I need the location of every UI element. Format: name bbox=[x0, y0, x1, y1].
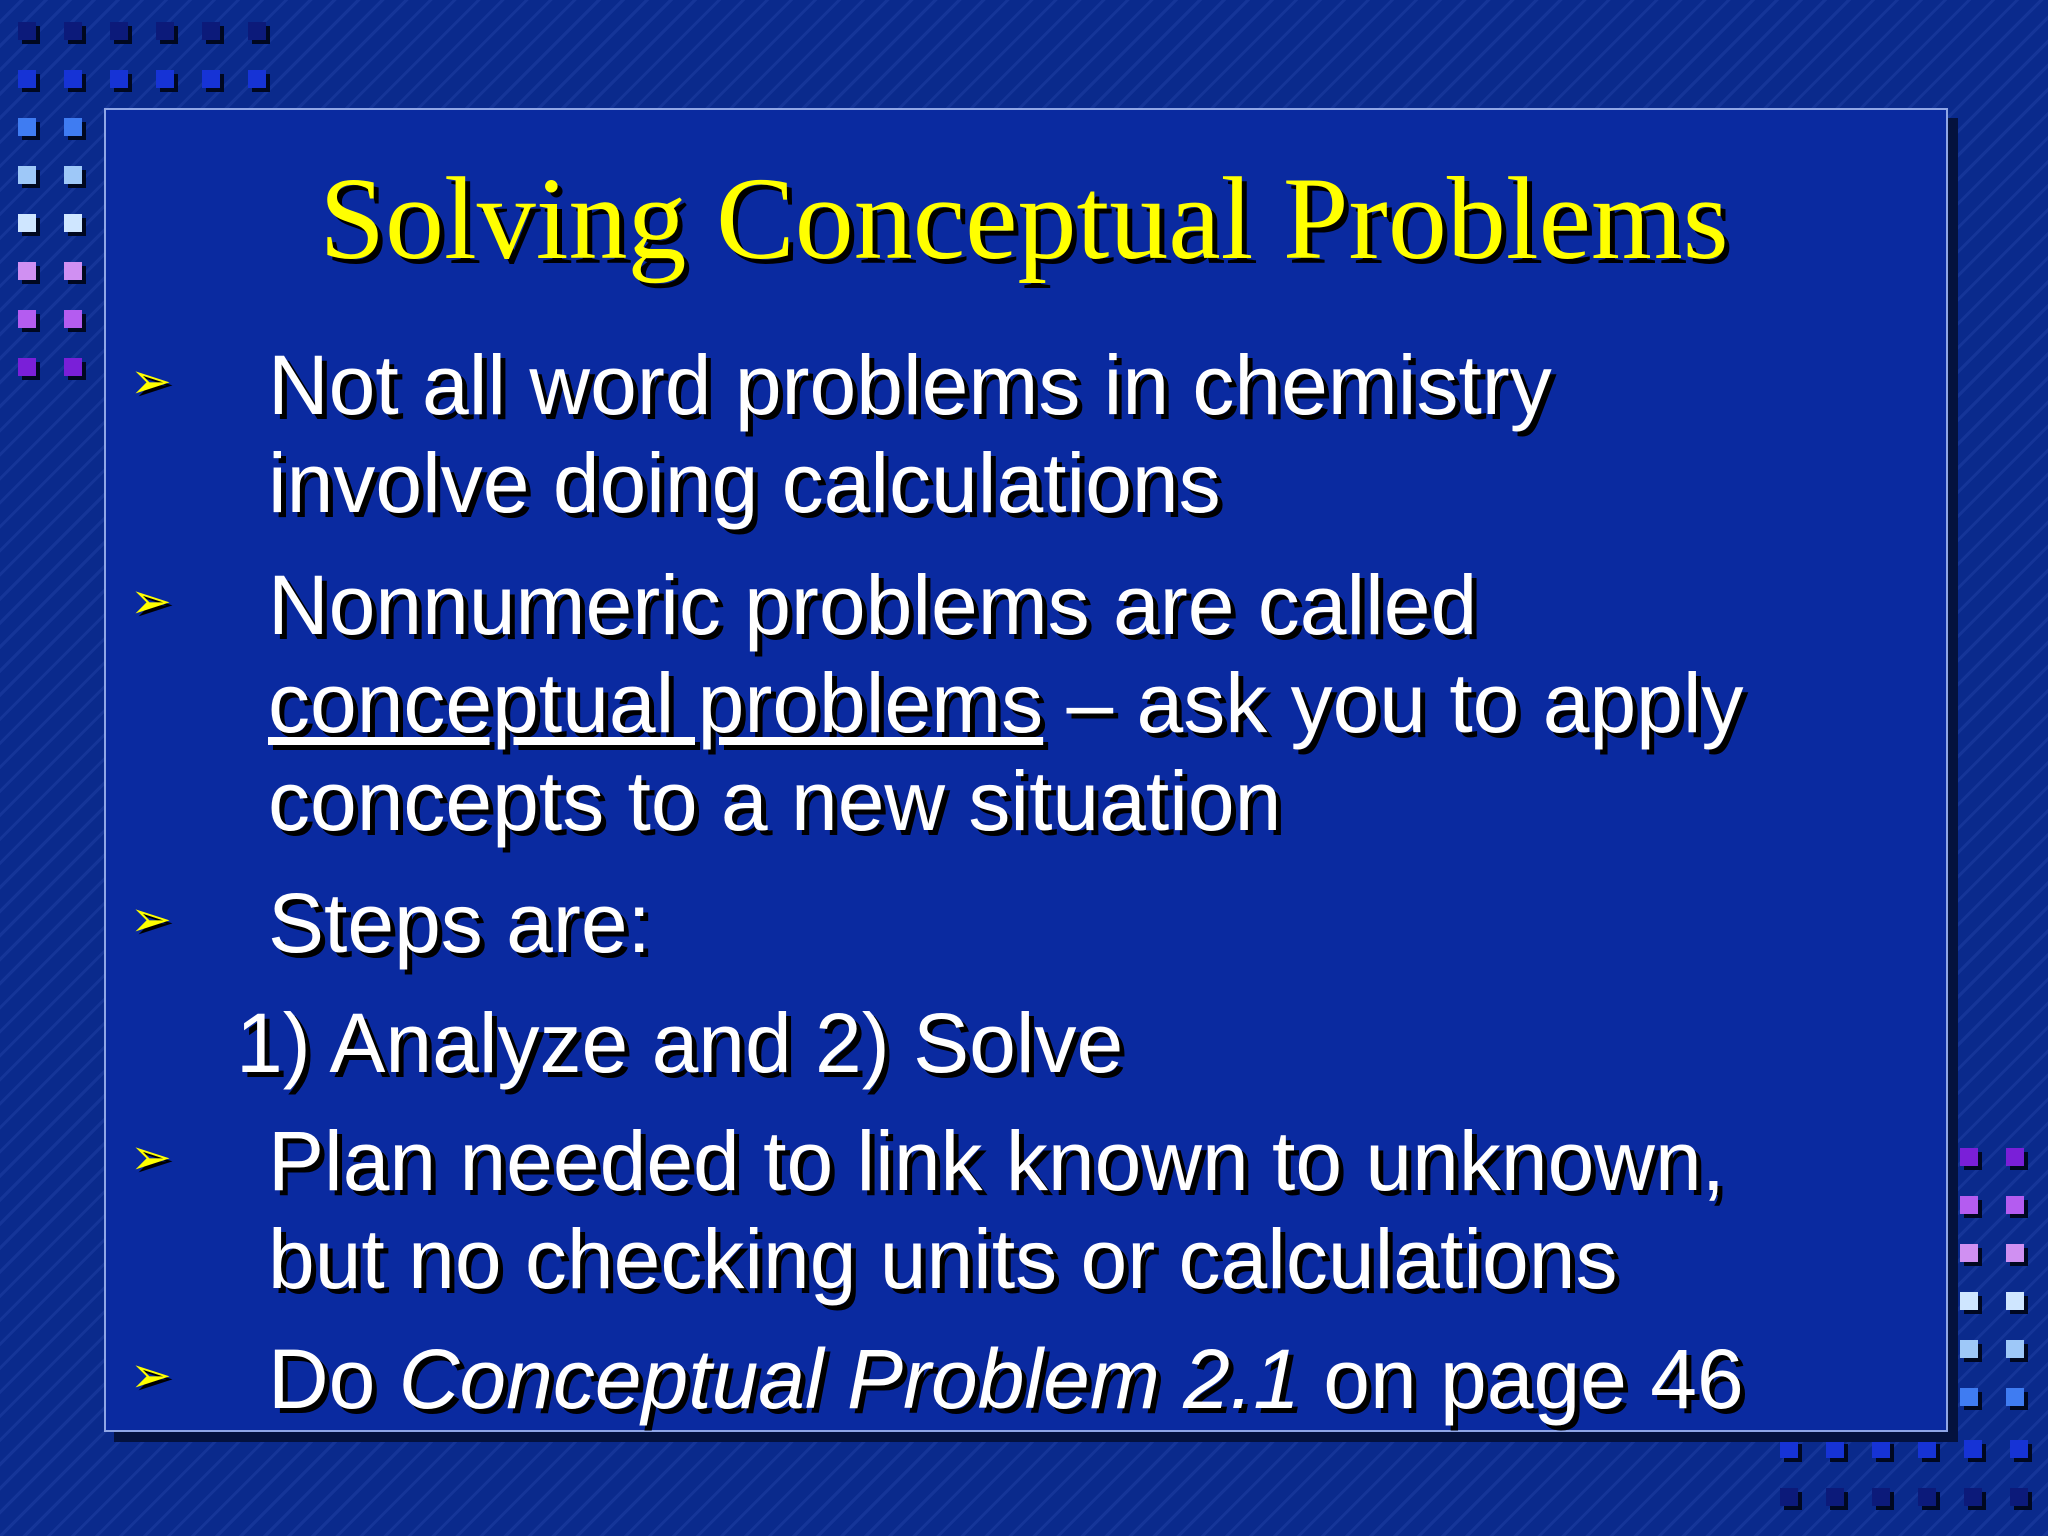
decorative-square bbox=[18, 358, 36, 376]
decorative-square bbox=[156, 22, 174, 40]
decorative-square bbox=[1918, 1440, 1936, 1458]
decorative-square bbox=[1964, 1488, 1982, 1506]
decorative-square bbox=[2006, 1340, 2024, 1358]
bullet-item-4-line-2: but no checking units or calculations bbox=[268, 1212, 1618, 1306]
bullet-item-4-line-1: Plan needed to link known to unknown, bbox=[268, 1114, 1725, 1208]
decorative-square bbox=[2006, 1244, 2024, 1262]
bullet-item-5-italic: Conceptual Problem 2.1 bbox=[398, 1332, 1300, 1426]
decorative-square bbox=[110, 22, 128, 40]
decorative-square bbox=[2006, 1148, 2024, 1166]
decorative-square bbox=[1826, 1440, 1844, 1458]
bullet-item-4 bbox=[268, 1112, 1928, 1308]
bullet-item-1-line-1: Not all word problems in chemistry bbox=[268, 338, 1552, 432]
decorative-square bbox=[18, 70, 36, 88]
decorative-square bbox=[2006, 1292, 2024, 1310]
decorative-square bbox=[18, 118, 36, 136]
decorative-square bbox=[202, 70, 220, 88]
decorative-square bbox=[1918, 1488, 1936, 1506]
decorative-square bbox=[202, 22, 220, 40]
bullet-arrow-icon: ➢ bbox=[130, 1128, 172, 1186]
bullet-item-3-line-1: Steps are: bbox=[268, 876, 651, 970]
decorative-square bbox=[64, 310, 82, 328]
decorative-square bbox=[1960, 1196, 1978, 1214]
decorative-square bbox=[248, 70, 266, 88]
decorative-square bbox=[2006, 1196, 2024, 1214]
decorative-square bbox=[1960, 1388, 1978, 1406]
bullet-item-2-line-1: Nonnumeric problems are called bbox=[268, 558, 1478, 652]
decorative-square bbox=[2010, 1488, 2028, 1506]
decorative-square bbox=[18, 22, 36, 40]
bullet-item-5-suffix: on page 46 bbox=[1299, 1332, 1744, 1426]
decorative-square bbox=[1872, 1440, 1890, 1458]
bullet-item-5 bbox=[268, 1330, 1928, 1428]
decorative-square bbox=[1960, 1340, 1978, 1358]
bullet-arrow-icon: ➢ bbox=[130, 890, 172, 948]
bullet-item-2-line-2-rest: – ask you to apply bbox=[1043, 656, 1744, 750]
decorative-square bbox=[64, 70, 82, 88]
bullet-arrow-icon: ➢ bbox=[130, 1346, 172, 1404]
decorative-square bbox=[1780, 1488, 1798, 1506]
decorative-square bbox=[2006, 1388, 2024, 1406]
decorative-square bbox=[64, 358, 82, 376]
bullet-item-3 bbox=[268, 874, 1928, 972]
steps-sub-item: 1) Analyze and 2) Solve bbox=[236, 996, 1124, 1090]
term-conceptual-problems: conceptual problems bbox=[268, 656, 1044, 750]
decorative-square bbox=[64, 118, 82, 136]
decorative-square bbox=[1960, 1148, 1978, 1166]
bullet-item-5-line-1 bbox=[268, 1330, 1928, 1428]
decorative-square bbox=[2010, 1440, 2028, 1458]
bullet-item-1-line-2: involve doing calculations bbox=[268, 436, 1221, 530]
bullet-item-1 bbox=[268, 336, 1928, 532]
decorative-square bbox=[110, 70, 128, 88]
bullet-item-2-line-3: concepts to a new situation bbox=[268, 754, 1282, 848]
decorative-square bbox=[248, 22, 266, 40]
bullet-item-5-prefix: Do bbox=[268, 1332, 399, 1426]
bullet-item-2 bbox=[268, 556, 1928, 850]
decorative-square bbox=[1964, 1440, 1982, 1458]
bullet-arrow-icon: ➢ bbox=[130, 352, 172, 410]
decorative-square bbox=[156, 70, 174, 88]
decorative-square bbox=[1826, 1488, 1844, 1506]
decorative-square bbox=[64, 22, 82, 40]
decorative-square bbox=[1960, 1292, 1978, 1310]
decorative-square bbox=[1872, 1488, 1890, 1506]
decorative-square bbox=[1780, 1440, 1798, 1458]
decorative-square bbox=[1960, 1244, 1978, 1262]
slide-title: Solving Conceptual Problems bbox=[319, 153, 1729, 284]
decorative-square bbox=[18, 310, 36, 328]
bullet-arrow-icon: ➢ bbox=[130, 572, 172, 630]
bullet-item-2-line-2 bbox=[268, 654, 1928, 752]
